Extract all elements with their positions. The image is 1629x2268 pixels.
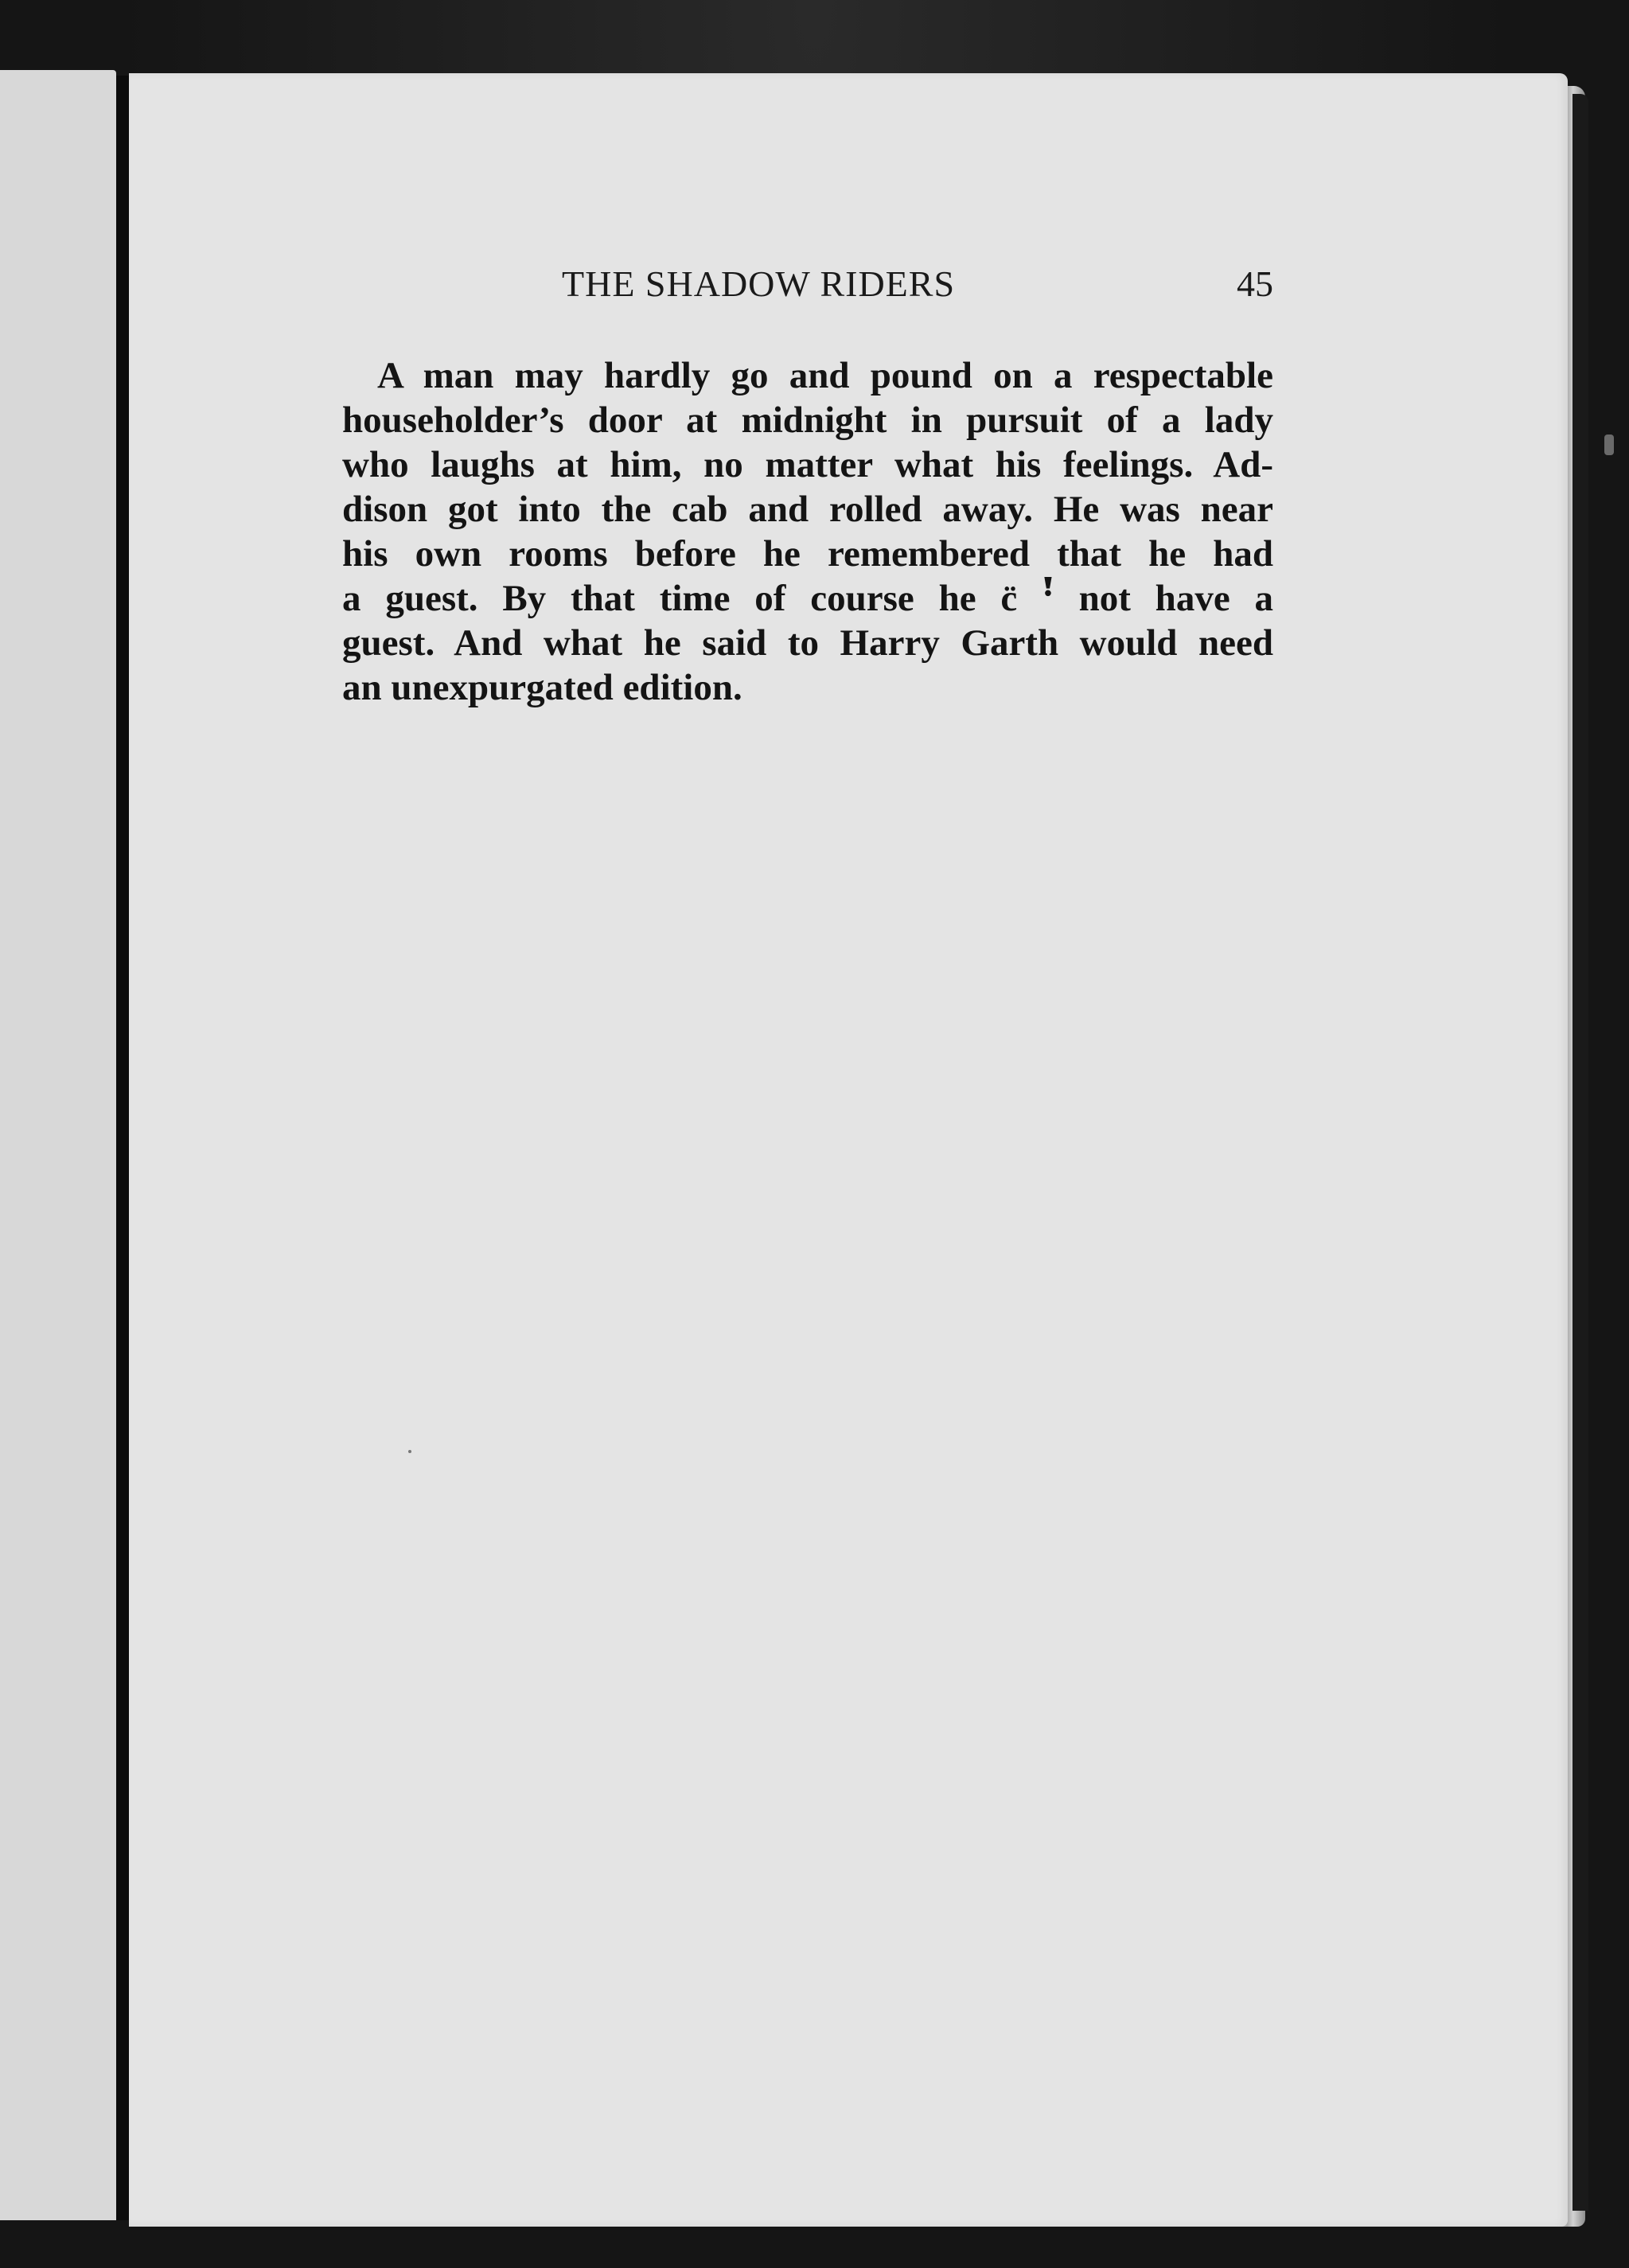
text-line: guest. And what he said to Harry Garth would need [342, 622, 1273, 664]
book-gutter [116, 76, 129, 2220]
previous-page-edge [0, 70, 116, 2220]
text-line: his own rooms before he remembered that he had [342, 533, 1273, 575]
text-line: who laughs at him, no matter what his feelings. Ad- [342, 444, 1273, 485]
running-title: THE SHADOW RIDERS [562, 263, 956, 304]
text-line: a guest. By that time of course he c̈ ꜝ not have a [342, 578, 1273, 619]
text-line: householder’s door at midnight in pursuit of a lady [342, 399, 1273, 441]
page-number: 45 [1237, 263, 1273, 304]
text-line: dison got into the cab and rolled away. He was near [342, 489, 1273, 530]
text-line: an unexpurgated edition. [342, 667, 742, 708]
scan-artifact [1604, 435, 1614, 455]
page-fore-edge-shadow [1572, 94, 1588, 2211]
running-head [342, 263, 1273, 310]
text-line: A man may hardly go and pound on a respectable [377, 355, 1273, 396]
body-paragraph [342, 353, 1273, 710]
page-speck [408, 1450, 411, 1453]
